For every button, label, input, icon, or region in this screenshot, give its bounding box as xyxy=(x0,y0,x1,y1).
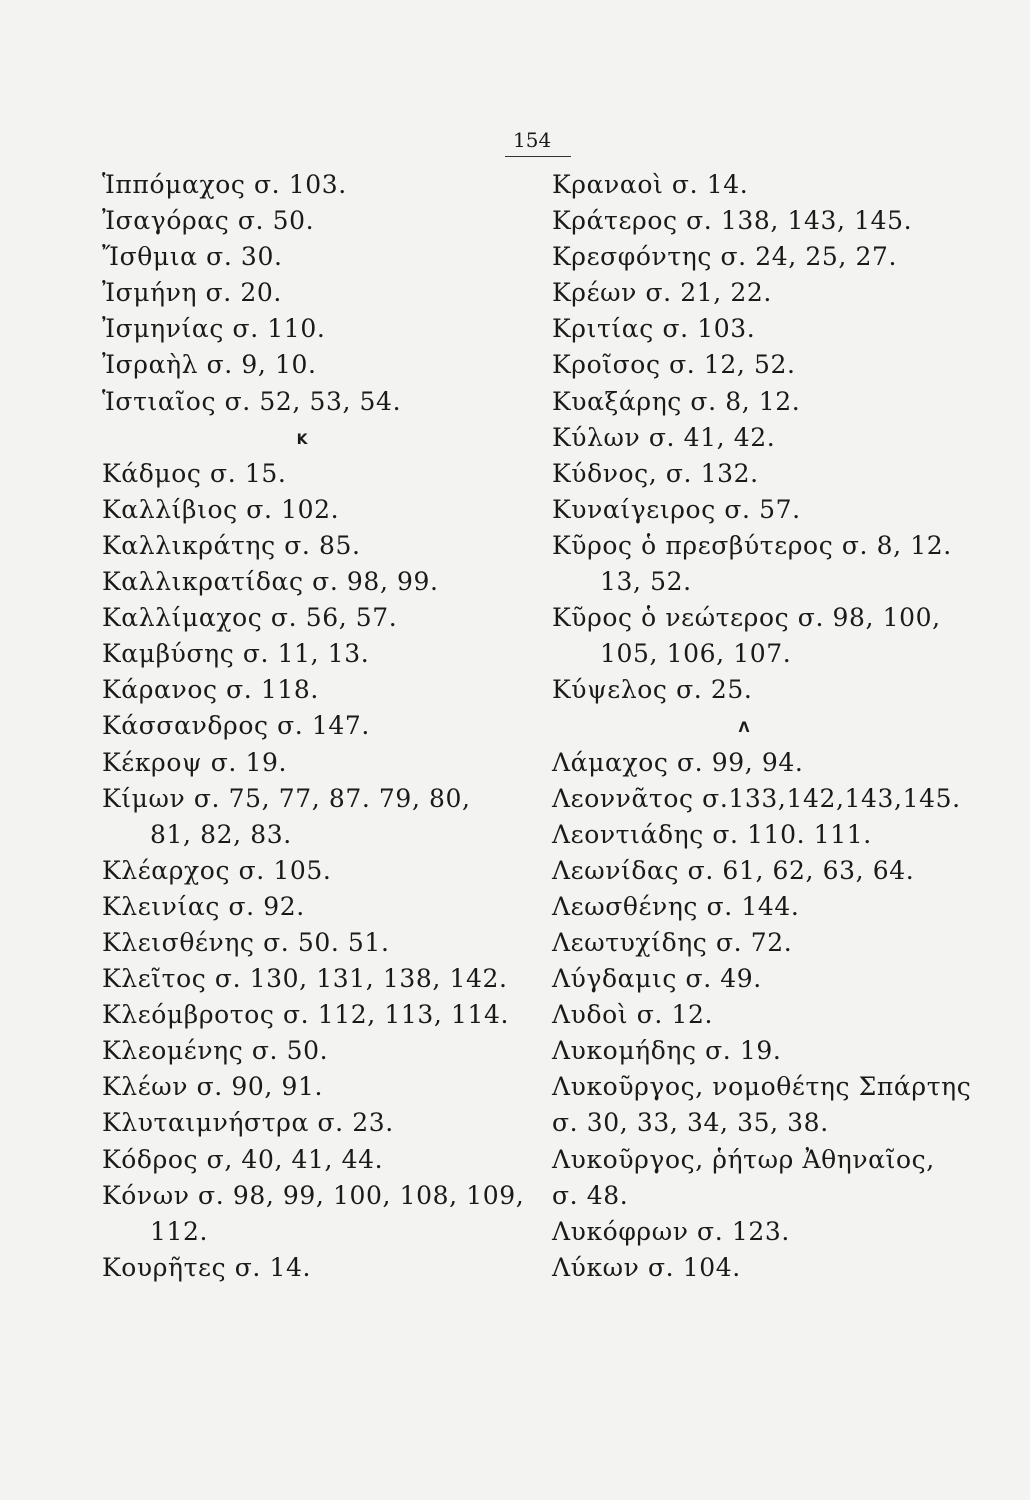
index-entry: Λεωτυχίδης σ. 72. xyxy=(552,927,793,957)
index-entry: Κόνων σ. 98, 99, 100, 108, 109, xyxy=(102,1180,525,1210)
index-entry: Κάρανος σ. 118. xyxy=(102,675,319,705)
index-entry: Κύδνος, σ. 132. xyxy=(552,458,759,488)
index-entry: Κλέαρχος σ. 105. xyxy=(102,855,332,885)
index-entry: Καλλικράτης σ. 85. xyxy=(102,530,361,560)
index-entry: Λυκομήδης σ. 19. xyxy=(552,1036,782,1066)
index-entry: Κύψελος σ. 25. xyxy=(552,675,753,705)
index-entry: Λύγδαμις σ. 49. xyxy=(552,964,762,994)
index-entry: Κύλων σ. 41, 42. xyxy=(552,422,776,452)
index-entry: Λεοννᾶτος σ.133,142,143,145. xyxy=(552,783,961,813)
index-entry: Λεοντιάδης σ. 110. 111. xyxy=(552,819,872,849)
index-entry: Κουρῆτες σ. 14. xyxy=(102,1252,312,1282)
index-column-left xyxy=(102,167,525,1286)
index-entry: Λεωνίδας σ. 61, 62, 63, 64. xyxy=(552,855,915,885)
index-entry: Κόδρος σ, 40, 41, 44. xyxy=(102,1144,384,1174)
index-entry: Κάσσανδρος σ. 147. xyxy=(102,711,370,741)
index-entry: Κέκροψ σ. 19. xyxy=(102,747,288,777)
index-entry: Λάμαχος σ. 99, 94. xyxy=(552,747,804,777)
index-entry: Λεωσθένης σ. 144. xyxy=(552,891,800,921)
index-entry: Κράτερος σ. 138, 143, 145. xyxy=(552,206,913,236)
index-entry: Λυκοῦργος, ῥήτωρ Ἀθηναῖος, xyxy=(552,1144,935,1174)
index-entry: Λυκόφρων σ. 123. xyxy=(552,1216,790,1246)
index-entry-continuation: 105, 106, 107. xyxy=(600,639,792,669)
index-entry: Κρεσφόντης σ. 24, 25, 27. xyxy=(552,242,898,272)
index-entry-continuation: 112. xyxy=(150,1216,209,1246)
index-entry: Κραναοὶ σ. 14. xyxy=(552,170,749,199)
index-column-right xyxy=(552,167,992,1286)
index-entry: Κλεόμβροτος σ. 112, 113, 114. xyxy=(102,1000,510,1030)
index-entry: Ἰσαγόρας σ. 50. xyxy=(102,206,315,236)
index-entry: Ἰσμηνίας σ. 110. xyxy=(102,314,326,344)
index-entry: Κροῖσος σ. 12, 52. xyxy=(552,350,796,380)
index-entry: Κίμων σ. 75, 77, 87. 79, 80, xyxy=(102,783,471,813)
index-entry: Καμβύσης σ. 11, 13. xyxy=(102,639,370,669)
index-entry: Κλέων σ. 90, 91. xyxy=(102,1072,324,1102)
index-entry: σ. 48. xyxy=(552,1180,629,1210)
index-entry: Κυναίγειρος σ. 57. xyxy=(552,494,801,524)
index-entry: Λυδοὶ σ. 12. xyxy=(552,1000,714,1030)
index-entry: Κυαξάρης σ. 8, 12. xyxy=(552,386,801,416)
index-entry: Καλλίμαχος σ. 56, 57. xyxy=(102,603,398,633)
index-entry: Κλεομένης σ. 50. xyxy=(102,1036,329,1066)
index-entry: Καλλίβιος σ. 102. xyxy=(102,494,340,524)
index-entry: Ἴσθμια σ. 30. xyxy=(102,242,283,272)
index-entry: Κριτίας σ. 103. xyxy=(552,314,756,344)
index-entry: Κλυταιμνήστρα σ. 23. xyxy=(102,1108,394,1138)
index-entry: Ἱστιαῖος σ. 52, 53, 54. xyxy=(102,386,402,416)
index-entry: Ἰσραὴλ σ. 9, 10. xyxy=(102,350,317,380)
page-number-rule xyxy=(505,156,571,157)
index-entry: Κλεισθένης σ. 50. 51. xyxy=(102,927,390,957)
index-entry: Κῦρος ὁ νεώτερος σ. 98, 100, xyxy=(552,603,941,633)
letter-heading: Κ xyxy=(296,431,308,448)
index-entry: Ἰσμήνη σ. 20. xyxy=(102,278,282,308)
index-entry: Λύκων σ. 104. xyxy=(552,1252,741,1282)
page-number: 154 xyxy=(513,128,552,152)
index-entry: Κλεῖτος σ. 130, 131, 138, 142. xyxy=(102,964,508,994)
index-entry: Λυκοῦργος, νομοθέτης Σπάρτης xyxy=(552,1072,972,1102)
letter-heading: Λ xyxy=(738,720,750,737)
index-entry: σ. 30, 33, 34, 35, 38. xyxy=(552,1108,829,1138)
index-entry: Καλλικρατίδας σ. 98, 99. xyxy=(102,567,439,597)
index-entry-continuation: 13, 52. xyxy=(600,567,692,597)
index-entry: Ἱππόμαχος σ. 103. xyxy=(102,170,347,199)
index-entry: Κῦρος ὁ πρεσβύτερος σ. 8, 12. xyxy=(552,530,952,560)
index-entry-continuation: 81, 82, 83. xyxy=(150,819,292,849)
index-entry: Κάδμος σ. 15. xyxy=(102,458,287,488)
index-entry: Κλεινίας σ. 92. xyxy=(102,891,305,921)
index-entry: Κρέων σ. 21, 22. xyxy=(552,278,772,308)
